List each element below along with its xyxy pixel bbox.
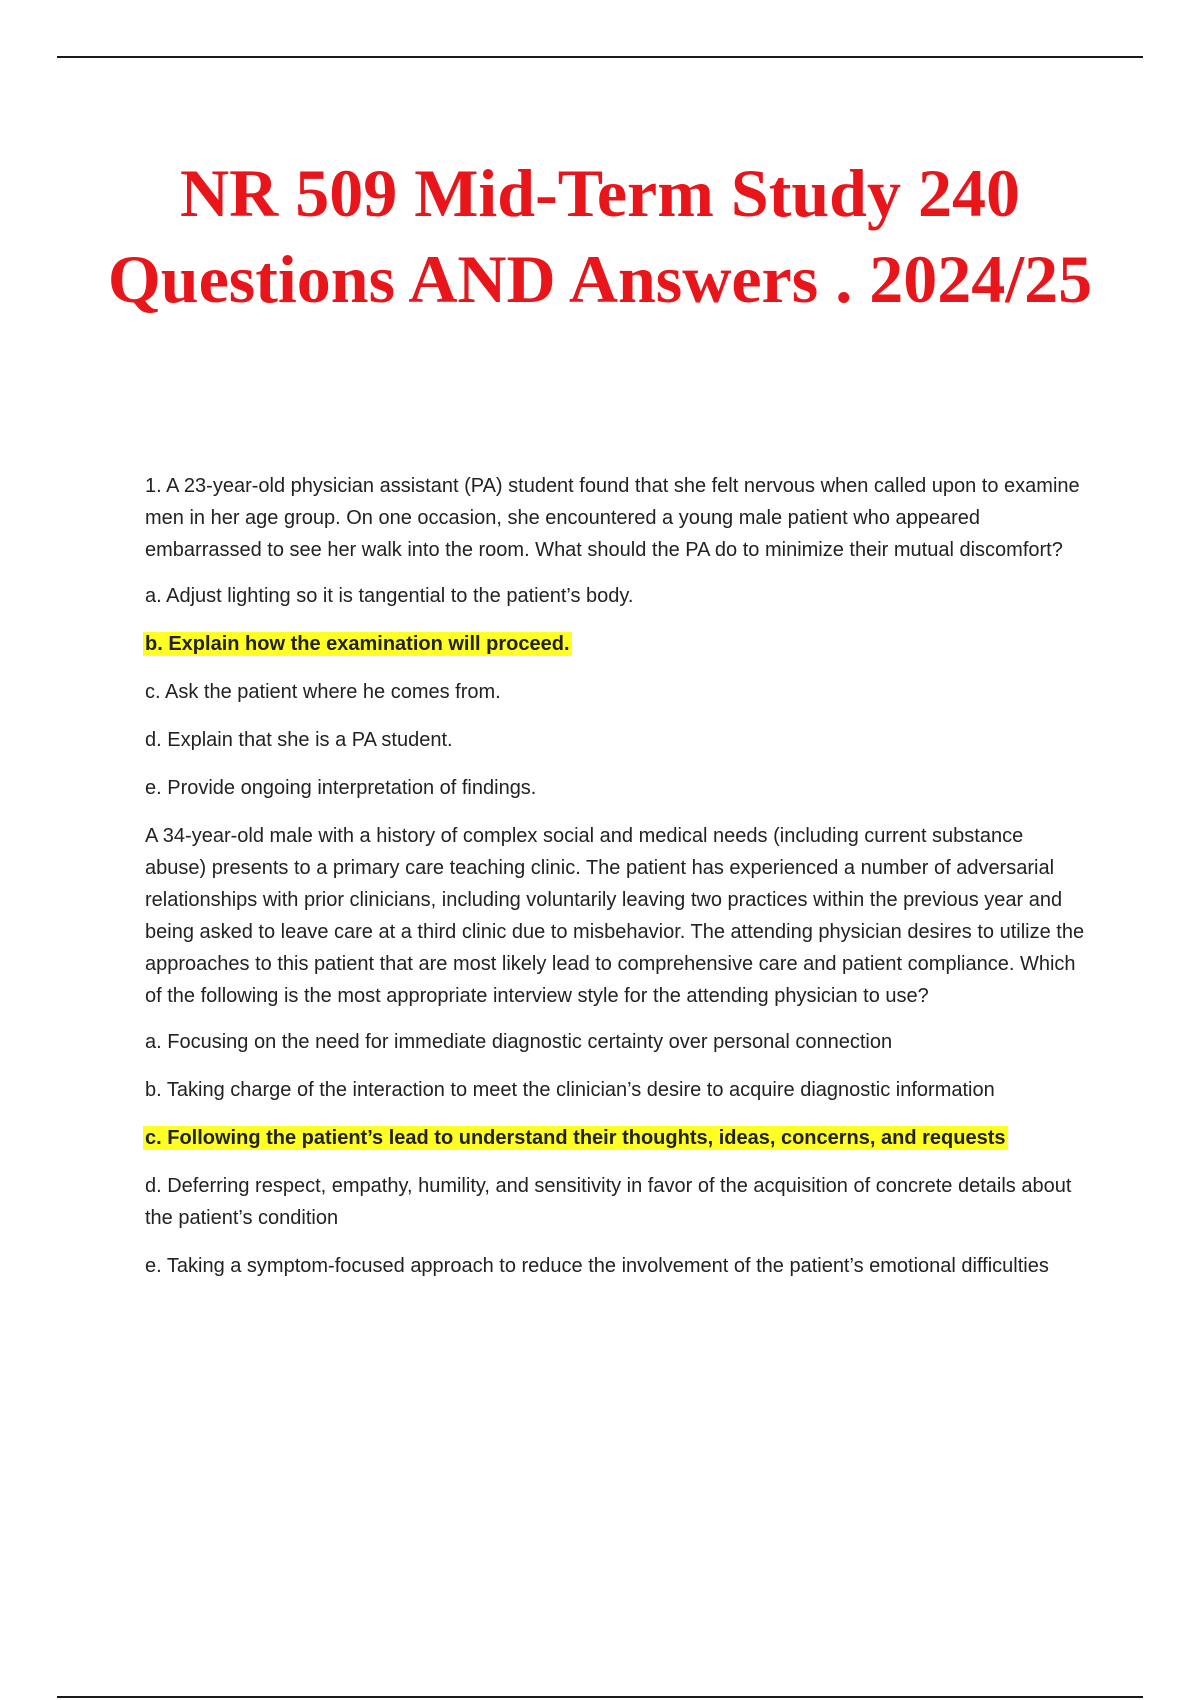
document-title: NR 509 Mid-Term Study 240 Questions AND Answers . 2024/25 bbox=[107, 155, 1093, 317]
answer-option bbox=[145, 676, 1085, 708]
answer-option-correct bbox=[145, 628, 1085, 660]
bottom-rule bbox=[57, 1696, 1143, 1698]
highlighted-answer: c. Following the patient’s lead to understand their thoughts, ideas, concerns, and requests bbox=[145, 1127, 1006, 1149]
option-text: d. Deferring respect, empathy, humility, and sensitivity in favor of the acquisition of concrete details about the patient’s condition bbox=[145, 1175, 1072, 1229]
question-stem: 1. A 23-year-old physician assistant (PA) student found that she felt nervous when called upon to examine men in her age group. On one occasion, she encountered a young male patient who appeared embarrassed to see her walk into the room. What should the PA do to minimize their mutual discomfort? bbox=[145, 475, 1080, 561]
answer-option bbox=[145, 1170, 1085, 1234]
option-text: e. Taking a symptom-focused approach to reduce the involvement of the patient’s emotional difficulties bbox=[145, 1255, 1049, 1277]
option-text: c. Ask the patient where he comes from. bbox=[145, 681, 501, 703]
top-rule bbox=[57, 56, 1143, 58]
highlighted-answer: b. Explain how the examination will proceed. bbox=[145, 633, 570, 655]
question-stem: A 34-year-old male with a history of complex social and medical needs (including current substance abuse) presents to a primary care teaching clinic. The patient has experienced a number of adversarial relationships with prior clinicians, including voluntarily leaving two practices within the previous year and being asked to leave care at a third clinic due to misbehavior. The attending physician desires to utilize the approaches to this patient that are most likely lead to comprehensive care and patient compliance. Which of the following is the most appropriate interview style for the attending physician to use? bbox=[145, 825, 1085, 1007]
option-text: e. Provide ongoing interpretation of findings. bbox=[145, 777, 537, 799]
answer-option bbox=[145, 1026, 1085, 1058]
answer-option bbox=[145, 1074, 1085, 1106]
option-text: b. Taking charge of the interaction to meet the clinician’s desire to acquire diagnostic information bbox=[145, 1079, 995, 1101]
answer-option bbox=[145, 772, 1085, 804]
answer-option-correct bbox=[145, 1122, 1085, 1154]
document-body bbox=[145, 470, 1085, 1298]
answer-option bbox=[145, 724, 1085, 756]
option-text: d. Explain that she is a PA student. bbox=[145, 729, 453, 751]
option-text: a. Adjust lighting so it is tangential to the patient’s body. bbox=[145, 585, 634, 607]
answer-option bbox=[145, 1250, 1085, 1282]
option-text: a. Focusing on the need for immediate diagnostic certainty over personal connection bbox=[145, 1031, 893, 1053]
answer-option bbox=[145, 580, 1085, 612]
